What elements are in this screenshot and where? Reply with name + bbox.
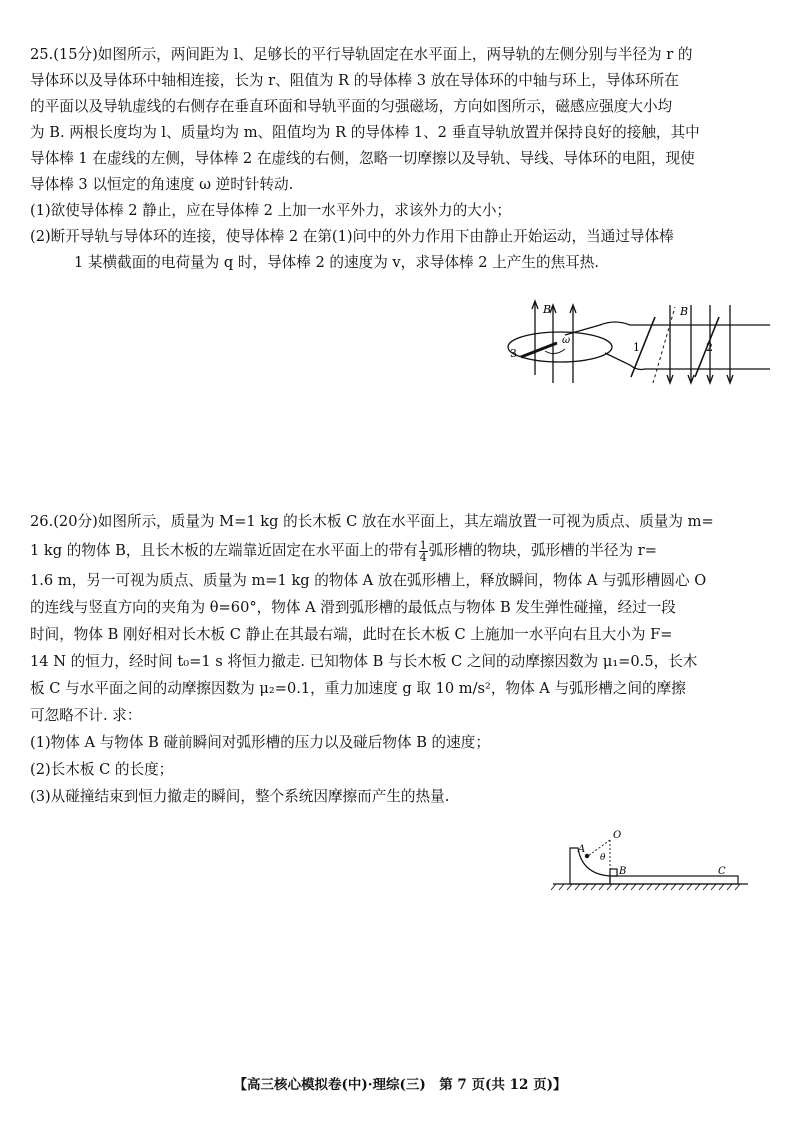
radius-OA [588,840,610,856]
fig25-label-B1: B [543,303,552,316]
q25-sub-2a: (2)断开导轨与导体环的连接，使导体棒 2 在第(1)问中的外力作用下由静止开始运动，当通过导体棒 [30,228,674,245]
q25-score: (15分) [53,46,98,63]
fraction-numerator: 1 [419,538,427,552]
q26-line-6: 14 N 的恒力，经时间 t₀=1 s 将恒力撤走. 已知物体 B 与长木板 C 之间的动摩擦因数为 μ₁=0.5，长木 [30,653,698,670]
q25-figure [505,295,770,390]
boundary-dashed [653,307,675,383]
point-A [585,854,589,858]
wire-bottom [605,353,770,370]
quarter-fraction [419,540,428,563]
question-25 [30,42,758,276]
fig26-label-B: B [619,866,627,877]
q26-line-5: 时间，物体 B 刚好相对长木板 C 静止在其最右端，此时在长木板 C 上施加一水平向右且大小为 F= [30,626,673,643]
q26-text-2-post: 弧形槽的物块，弧形槽的半径为 r= [428,542,657,559]
page-footer: 【高三核心模拟卷(中)·理综(三) 第 7 页(共 12 页)】 [233,1077,567,1093]
q26-figure [548,826,753,898]
q25-line-1 [30,42,758,68]
ground-hatching [551,884,740,890]
fig25-label-omega: ω [562,335,571,346]
q25-line-5: 导体棒 1 在虚线的左侧，导体棒 2 在虚线的右侧，忽略一切摩擦以及导轨、导线、导体环的电阻，现使 [30,150,695,167]
board-C [610,876,738,884]
q25-line-4: 为 B. 两根长度均为 l、质量均为 m、阻值均为 R 的导体棒 1、2 垂直导轨放置并保持良好的接触，其中 [30,124,700,141]
q26-line-8: 可忽略不计. 求： [30,707,142,724]
q26-number: 26. [30,513,54,530]
q26-score: (20分) [53,513,98,530]
q25-number: 25. [30,46,54,63]
q25-sub-1: (1)欲使导体棒 2 静止，应在导体棒 2 上加一水平外力，求该外力的大小； [30,202,512,219]
q26-text-2-pre: 1 kg 的物体 B，且长木板的左端靠近固定在水平面上的带有 [30,542,418,559]
rod-3 [521,343,557,357]
q26-line-3: 1.6 m，另一可视为质点、质量为 m=1 kg 的物体 A 放在弧形槽上，释放瞬间，物体 A 与弧形槽圆心 O [30,572,707,589]
q26-line-1 [30,508,758,535]
q26-sub-2: (2)长木板 C 的长度； [30,761,174,778]
fig26-label-theta: θ [600,853,606,863]
q26-line-2 [30,535,758,567]
q25-line-2: 导体环以及导体环中轴相连接，长为 r、阻值为 R 的导体棒 3 放在导体环的中轴与环上，导体环所在 [30,72,679,89]
fig26-label-C: C [718,866,726,877]
fig25-label-1: 1 [633,341,640,354]
q25-sub-2b: 1 某横截面的电荷量为 q 时，导体棒 2 的速度为 v，求导体棒 2 上产生的焦耳热. [74,254,600,271]
q26-sub-1: (1)物体 A 与物体 B 碰前瞬间对弧形槽的压力以及碰后物体 B 的速度； [30,734,490,751]
fig26-label-O: O [613,830,622,841]
fig25-label-2: 2 [706,341,713,354]
wire-top [565,322,770,335]
fraction-denominator: 4 [419,550,427,564]
omega-arc [545,349,565,354]
q26-text-1: 如图所示，质量为 M=1 kg 的长木板 C 放在水平面上，其左端放置一可视为质点、质量为 m= [97,513,714,530]
fig25-label-3: 3 [510,347,517,360]
fig26-label-A: A [578,844,586,855]
q26-line-7: 板 C 与水平面之间的动摩擦因数为 μ₂=0.1，重力加速度 g 取 10 m/s²，物体 A 与弧形槽之间的摩擦 [30,680,686,697]
q25-line-3: 的平面以及导轨虚线的右侧存在垂直环面和导轨平面的匀强磁场，方向如图所示，磁感应强度大小均 [30,98,673,115]
q26-sub-3: (3)从碰撞结束到恒力撤走的瞬间，整个系统因摩擦而产生的热量. [30,788,450,805]
block-B [610,869,617,876]
q25-line-6: 导体棒 3 以恒定的角速度 ω 逆时针转动. [30,176,294,193]
q25-text-1: 如图所示，两间距为 l、足够长的平行导轨固定在水平面上，两导轨的左侧分别与半径为 r 的 [97,46,693,63]
q26-line-4: 的连线与竖直方向的夹角为 θ=60°，物体 A 滑到弧形槽的最低点与物体 B 发生弹性碰撞，经过一段 [30,599,676,616]
question-26 [30,508,758,810]
fig25-label-B2: B [680,305,689,318]
